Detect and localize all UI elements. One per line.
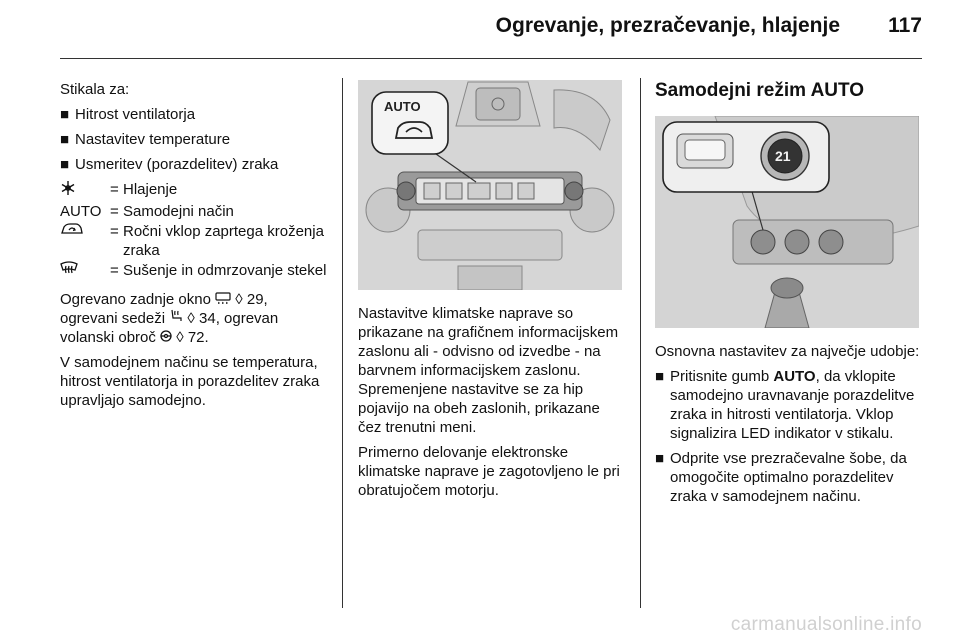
auto-button-label: AUTO xyxy=(773,368,816,385)
column-3 xyxy=(655,80,921,512)
recirculation-icon xyxy=(60,222,110,260)
column-2 xyxy=(358,80,626,506)
header-rule xyxy=(60,58,922,59)
list-item: ■ Odprite vse prezračevalne šobe, da omogočite optimalno porazdelitev zraka v samodejnem načinu. xyxy=(655,450,907,505)
legend-row: = Hlajenje xyxy=(60,180,328,201)
column-1 xyxy=(60,80,328,416)
page-number: 117 xyxy=(888,14,922,37)
display-settings-text: Nastavitve klimatske naprave so prikazane na grafičnem informacijskem zaslonu ali - odvisno od izvedbe - na barvnem informacijskem zaslonu. Spremenjene nastavitve se za hip pojavijo na obeh zaslonih, prikazane čez trenutni meni. xyxy=(358,305,619,436)
seat-heat-icon xyxy=(169,309,183,328)
comfort-intro-text: Osnovna nastavitev za največje udobje: xyxy=(655,343,920,360)
list-item: ■ Usmeritev (porazdelitev) zraka xyxy=(60,156,279,173)
column-divider-2 xyxy=(640,78,641,608)
watermark: carmanualsonline.info xyxy=(730,614,922,635)
section-heading: Samodejni režim AUTO xyxy=(655,80,865,101)
steering-wheel-heat-icon xyxy=(160,328,172,347)
page-title: Ogrevanje, prezračevanje, hlajenje xyxy=(495,14,840,37)
column-divider-1 xyxy=(342,78,343,608)
engine-requirement-text: Primerno delovanje elektronske klimatske naprave je zagotovljeno le pri obratujočem motorju. xyxy=(358,444,620,499)
legend-row: AUTO = Samodejni način xyxy=(60,203,234,220)
rear-window-heat-icon xyxy=(215,290,231,309)
knob-temperature-display: 21 xyxy=(775,148,791,164)
auto-label: AUTO xyxy=(60,203,102,220)
list-item: ■ Pritisnite gumb AUTO, da vklopite samodejno uravnavanje porazdelitve zraka in hitrosti ventilatorja. Vklop signalizira LED indikator v stikalu. xyxy=(655,368,915,442)
climate-panel-illustration xyxy=(358,80,622,290)
intro-text: Stikala za: xyxy=(60,81,130,98)
list-item: ■ Nastavitev temperature xyxy=(60,131,231,148)
snowflake-icon xyxy=(60,180,110,201)
heated-features-text: Ogrevano zadnje okno ◊ 29, ogrevani sedeži ◊ 34, ogrevan volanski obroč ◊ 72. xyxy=(60,291,279,346)
symbol-legend xyxy=(60,180,328,280)
auto-callout-label: AUTO xyxy=(384,99,421,114)
legend-row: = Sušenje in odmrzovanje stekel xyxy=(60,261,328,280)
legend-row: = Ročni vklop zaprtega kroženja zraka xyxy=(60,222,328,260)
auto-mode-text: V samodejnem načinu se temperatura, hitrost ventilatorja in porazdelitev zraka upravljajo samodejno. xyxy=(60,354,320,409)
list-item: ■ Hitrost ventilatorja xyxy=(60,106,196,123)
defrost-icon xyxy=(60,261,110,280)
auto-knob-illustration xyxy=(655,116,919,328)
